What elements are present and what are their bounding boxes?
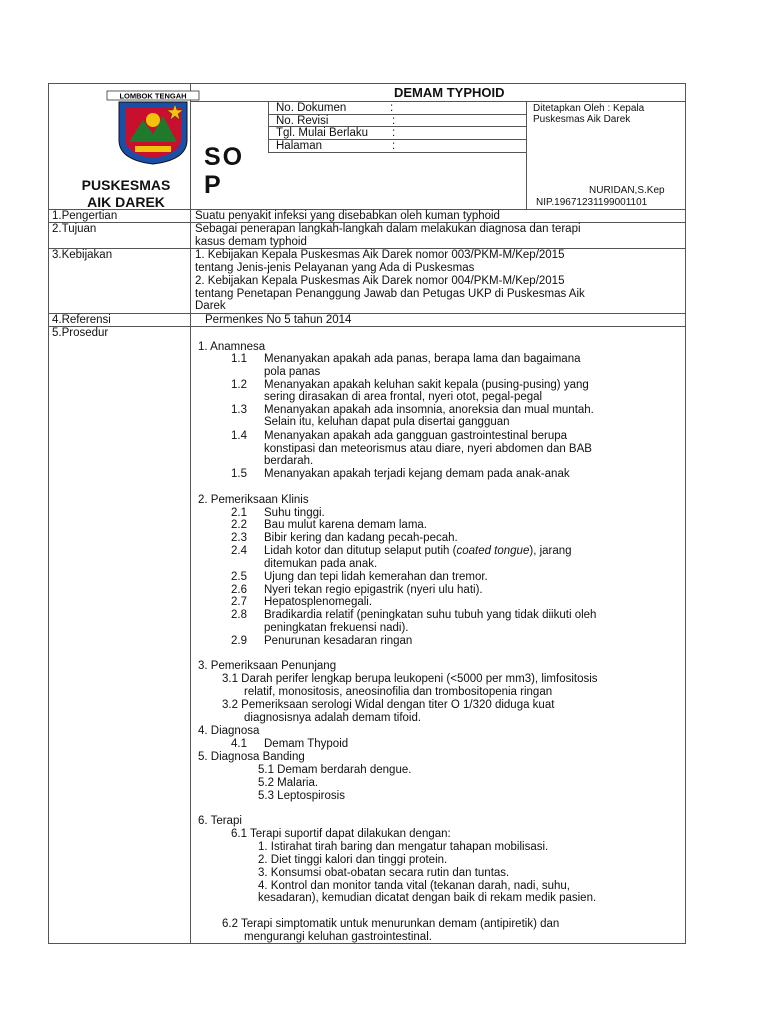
sop-label-line1: SO [204,143,245,171]
row-line [48,326,686,327]
kebijakan-line: tentang Jenis-jenis Pelayanan yang Ada di Puskesmas [195,262,475,274]
step-text: Ujung dan tepi lidah kemerahan dan tremor. [264,571,488,583]
step-text: mengurangi keluhan gastrointestinal. [244,931,432,943]
step-text: diagnosisnya adalah demam tifoid. [244,712,422,724]
step-text: Menanyakan apakah keluhan sakit kepala (pusing-pusing) yang [264,379,589,391]
field-label-halaman: Halaman [276,140,323,152]
step-text: 2. Diet tinggi kalori dan tinggi protein. [258,854,448,866]
step-heading: 3. Pemeriksaan Penunjang [198,660,337,672]
step-text [264,545,572,557]
step-text: 6.2 Terapi simptomatik untuk menurunkan demam (antipiretik) dan [222,918,560,930]
step-text: 1. Istirahat tirah baring dan mengatur tahapan mobilisasi. [258,841,549,853]
row-text-pengertian: Suatu penyakit infeksi yang disebabkan oleh kuman typhoid [195,210,500,222]
step-number: 2.9 [231,635,247,647]
step-text: 5.3 Leptospirosis [258,790,345,802]
step-text: 4. Kontrol dan monitor tanda vital (tekanan darah, nadi, suhu, [258,880,570,892]
step-number: 2.8 [231,609,247,621]
step-number: 4.1 [231,738,247,750]
label-column-divider [190,83,191,944]
step-text: Selain itu, keluhan dapat pula disertai gangguan [264,416,510,428]
organization-name [56,177,196,211]
step-text: 3. Konsumsi obat-obatan secara rutin dan tuntas. [258,867,510,879]
step-heading: 5. Diagnosa Banding [198,751,305,763]
step-text: Nyeri tekan regio epigastrik (nyeri ulu hati). [264,584,483,596]
kebijakan-line: tentang Penetapan Penanggung Jawab dan Petugas UKP di Puskesmas Aik [195,288,585,300]
step-text: konstipasi dan meteorismus atau diare, nyeri abdomen dan BAB [264,443,592,455]
step-number: 2.5 [231,571,247,583]
step-text: 6.1 Terapi suportif dapat dilakukan dengan: [231,828,451,840]
step-number: 2.4 [231,545,247,557]
row-label-tujuan: 2.Tujuan [52,223,97,235]
step-text: Bau mulut karena demam lama. [264,519,427,531]
svg-text:LOMBOK TENGAH: LOMBOK TENGAH [119,91,187,101]
step-heading: 6. Terapi [198,815,242,827]
step-text: Menanyakan apakah terjadi kejang demam pada anak-anak [264,468,570,480]
step-text: ditemukan pada anak. [264,558,378,570]
kebijakan-line: 1. Kebijakan Kepala Puskesmas Aik Darek nomor 003/PKM-M/Kep/2015 [195,249,565,261]
field-label-no-dokumen: No. Dokumen [276,102,347,114]
row-label-prosedur: 5.Prosedur [52,327,109,339]
organization-line2: AIK DAREK [87,194,165,210]
step-text-part: ), jarang [529,545,572,557]
step-heading: 4. Diagnosa [198,725,260,737]
step-number: 1.3 [231,404,247,416]
step-text: relatif, monositosis, aneosinofilia dan trombositopenia ringan [244,686,553,698]
step-text: Bibir kering dan kadang pecah-pecah. [264,532,458,544]
step-number: 2.1 [231,507,247,519]
step-heading: 2. Pemeriksaan Klinis [198,494,309,506]
step-text: kesadaran), kemudian dicatat dengan baik di rekam medik pasien. [258,892,597,904]
signer-nip: NIP.19671231199001101 [536,197,648,208]
field-label-no-revisi: No. Revisi [276,115,329,127]
step-text: Menanyakan apakah ada insomnia, anoreksia dan mual muntah. [264,404,594,416]
title-underline [190,101,686,102]
step-text: Bradikardia relatif (peningkatan suhu tubuh yang tidak diikuti oleh [264,609,597,621]
field-line [268,152,526,153]
step-text: berdarah. [264,455,314,467]
document-title: DEMAM TYPHOID [394,85,505,100]
meta-column-divider [526,101,527,209]
step-text: sering dirasakan di area frontal, nyeri otot, pegal-pegal [264,391,543,403]
field-sep: : [392,127,396,139]
ditetapkan-line2: Puskesmas Aik Darek [533,114,631,125]
step-number: 1.2 [231,379,247,391]
step-number: 2.2 [231,519,247,531]
field-sep: : [392,115,396,127]
step-number: 2.6 [231,584,247,596]
lombok-tengah-logo [105,90,201,166]
signer-name: NURIDAN,S.Kep [589,185,665,196]
step-text: Menanyakan apakah ada panas, berapa lama dan bagaimana [264,353,581,365]
row-text-referensi: Permenkes No 5 tahun 2014 [205,314,352,326]
step-number: 2.3 [231,532,247,544]
step-text: peningkatan frekuensi nadi). [264,622,409,634]
row-text-tujuan: kasus demam typhoid [195,236,307,248]
organization-line1: PUSKESMAS [81,177,171,193]
step-text: Penurunan kesadaran ringan [264,635,413,647]
step-text: 5.1 Demam berdarah dengue. [258,764,412,776]
step-number: 1.1 [231,353,247,365]
step-text-part: Lidah kotor dan ditutup selaput putih ( [264,545,457,557]
ditetapkan-line1: Ditetapkan Oleh : Kepala [533,103,645,114]
step-text-italic: coated tongue [456,545,530,557]
kebijakan-line: 2. Kebijakan Kepala Puskesmas Aik Darek nomor 004/PKM-M/Kep/2015 [195,275,565,287]
kebijakan-line: Darek [195,300,226,312]
step-text: 3.1 Darah perifer lengkap berupa leukopeni (<5000 per mm3), limfositosis [222,673,598,685]
row-label-pengertian: 1.Pengertian [52,210,118,222]
step-number: 2.7 [231,596,247,608]
row-text-tujuan: Sebagai penerapan langkah-langkah dalam melakukan diagnosa dan terapi [195,223,581,235]
step-text: 3.2 Pemeriksaan serologi Widal dengan titer O 1/320 diduga kuat [222,699,555,711]
sop-label [204,143,244,199]
row-label-referensi: 4.Referensi [52,314,111,326]
step-number: 1.4 [231,430,247,442]
step-text: Suhu tinggi. [264,507,325,519]
row-label-kebijakan: 3.Kebijakan [52,249,113,261]
sop-label-line2: P [204,171,223,199]
step-text: pola panas [264,366,321,378]
field-sep: : [392,140,396,152]
sop-cell-left-border [268,101,269,153]
step-text: Menanyakan apakah ada gangguan gastrointestinal berupa [264,430,568,442]
field-sep: : [390,102,394,114]
step-text: Demam Thypoid [264,738,349,750]
field-label-tgl-mulai-berlaku: Tgl. Mulai Berlaku [276,127,369,139]
step-text: Hepatosplenomegali. [264,596,373,608]
step-text: 5.2 Malaria. [258,777,319,789]
step-number: 1.5 [231,468,247,480]
row-line [48,313,686,314]
step-heading: 1. Anamnesa [198,341,266,353]
